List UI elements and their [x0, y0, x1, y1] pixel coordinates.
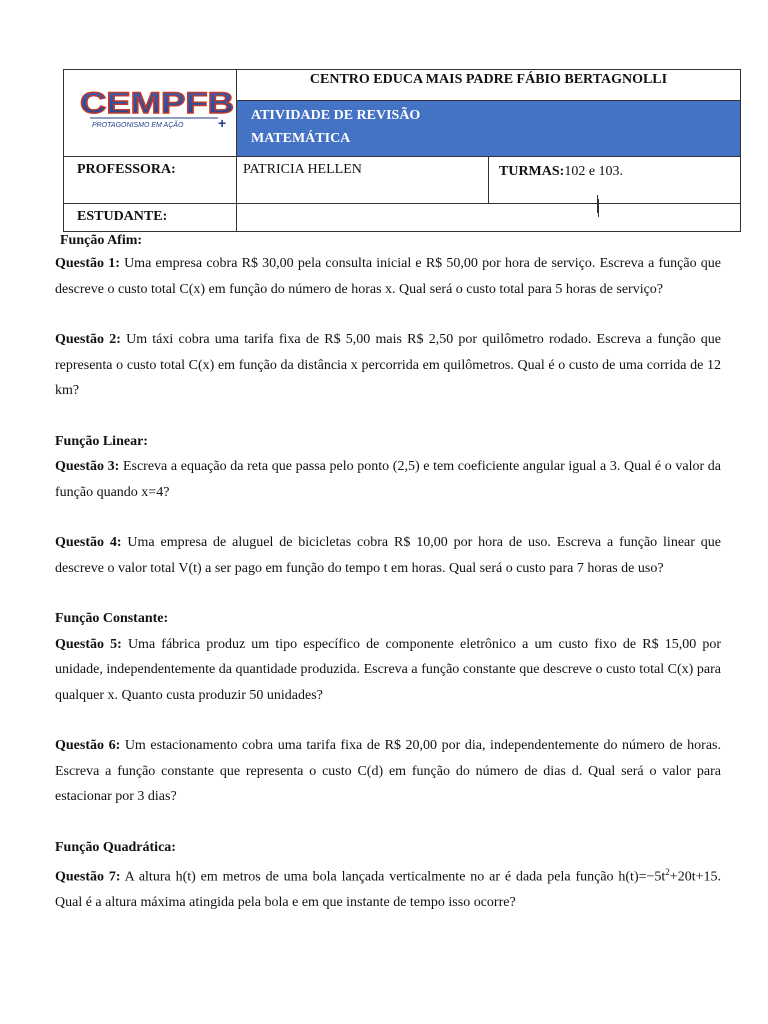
exponent: 2 [665, 867, 670, 877]
question-text: Escreva a equação da reta que passa pelo ponto (2,5) e tem coeficiente angular igual a 3. Qual é o valor da função quando x=4? [55, 459, 721, 500]
school-logo [78, 88, 238, 132]
question-label: Questão 5: [55, 636, 122, 652]
question-text: Um estacionamento cobra uma tarifa fixa de R$ 20,00 por dia, independentemente do número de horas. Escreva a função constante que representa o custo C(d) em função do número de dias d. Qual será o valor para estacionar por 3 dias? [55, 738, 721, 804]
activity-title [237, 101, 741, 157]
section-title: Função Linear: [55, 433, 148, 449]
turmas-cell [489, 157, 741, 204]
question-label: Questão 2: [55, 332, 121, 347]
school-name: CENTRO EDUCA MAIS PADRE FÁBIO BERTAGNOLLI [237, 70, 741, 101]
header-table [63, 69, 741, 232]
question-text: A altura h(t) em metros de uma bola lançada verticalmente no ar é dada pela função h(t)=−5t [120, 869, 666, 885]
question-text: Uma fábrica produz um tipo específico de componente eletrônico a um custo fixo de R$ 15,00 por unidade, independentemente da quantidade produzida. Escreva a função constante que descreve o custo total C(x) para qualquer x. Quanto custa produzir 50 unidades? [55, 636, 722, 703]
logo-tagline: PROTAGONISMO EM AÇÃO [92, 122, 184, 129]
plus-icon: + [218, 115, 227, 131]
section-title: Função Quadrática: [55, 839, 176, 855]
question-2 [55, 327, 721, 404]
turmas-label: TURMAS: [499, 164, 565, 179]
question-1 [55, 251, 721, 302]
question-label: Questão 6: [55, 738, 121, 753]
question-text: Um táxi cobra uma tarifa fixa de R$ 5,00 mais R$ 2,50 por quilômetro rodado. Escreva a função que representa o custo total C(x) em função da distância x percorrida em quilômetros. Qual é o custo de uma corrida de 12 km? [55, 332, 721, 398]
question-6 [55, 733, 721, 810]
activity-title-line1: ATIVIDADE DE REVISÃO [251, 108, 421, 123]
question-label: Questão 3: [55, 459, 120, 474]
activity-title-line2: MATEMÁTICA [251, 131, 351, 146]
question-label: Questão 1: [55, 256, 120, 271]
question-label: Questão 7: [55, 869, 121, 885]
questions-content [55, 232, 721, 916]
question-3 [55, 454, 721, 505]
text-cursor [598, 199, 599, 217]
question-5 [55, 632, 721, 709]
professor-label: PROFESSORA: [64, 157, 237, 204]
question-text-cont: +20t+15. Qual é a altura máxima atingida pela bola e em que instante de tempo isso ocorre? [55, 869, 721, 911]
professor-name: PATRICIA HELLEN [237, 157, 489, 204]
question-7 [55, 860, 721, 916]
student-label: ESTUDANTE: [64, 204, 237, 232]
student-name-field[interactable] [237, 204, 741, 232]
question-text: Uma empresa cobra R$ 30,00 pela consulta inicial e R$ 50,00 por hora de serviço. Escreva a função que descreve o custo total C(x) em função do número de horas x. Qual será o custo total para 5 horas de serviço? [55, 256, 721, 297]
question-4 [55, 530, 721, 581]
turmas-value: 102 e 103. [564, 164, 624, 179]
section-title: Função Afim: [60, 233, 143, 248]
logo-wordmark: CEMPFB [80, 88, 234, 120]
question-text: Uma empresa de aluguel de bicicletas cobra R$ 10,00 por hora de uso. Escreva a função linear que descreve o valor total V(t) a ser pago em função do tempo t em horas. Qual será o custo para 7 horas de uso? [55, 535, 721, 576]
section-title: Função Constante: [55, 611, 169, 626]
question-label: Questão 4: [55, 535, 122, 550]
logo-cell [64, 70, 237, 157]
